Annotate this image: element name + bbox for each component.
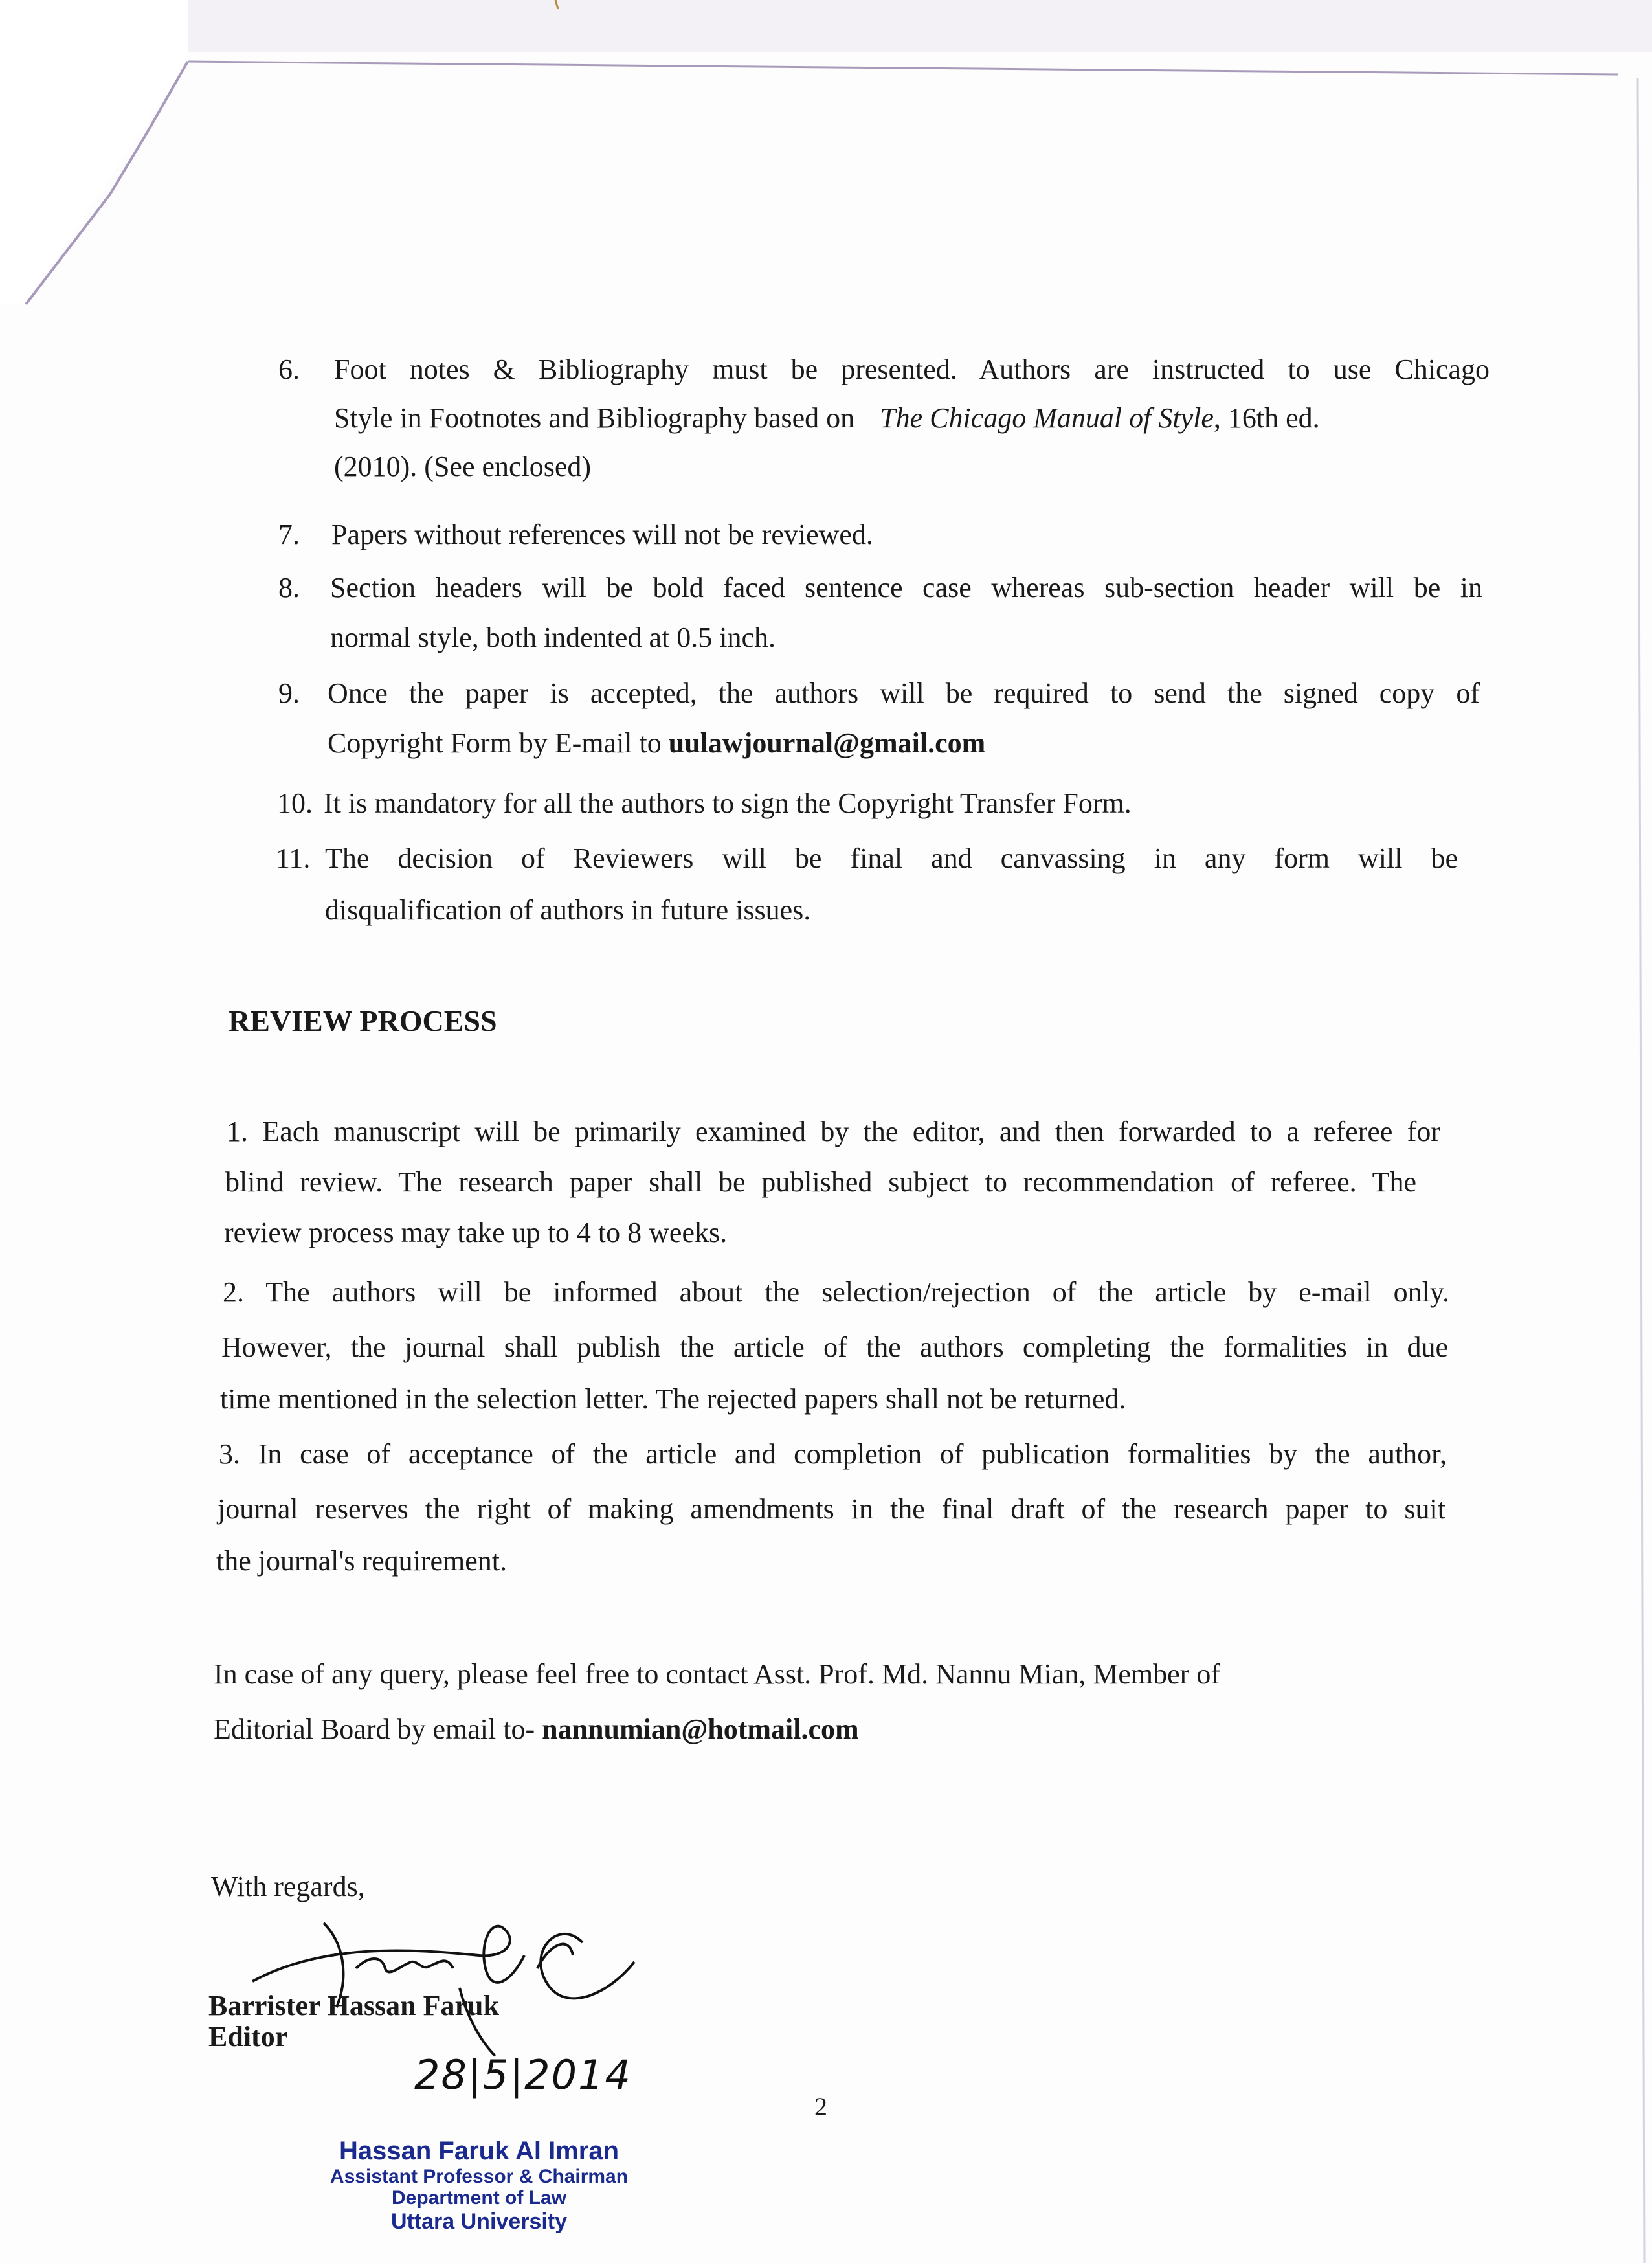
- list-item-line: Papers without references will not be reviewed.: [331, 519, 873, 550]
- list-item-line: normal style, both indented at 0.5 inch.: [330, 622, 776, 653]
- contact-text: Editorial Board by email to-: [214, 1713, 535, 1745]
- stamp-department: Department of Law: [391, 2187, 567, 2209]
- paragraph-line: review process may take up to 4 to 8 weeks.: [224, 1217, 728, 1248]
- paragraph-line: time mentioned in the selection letter. The rejected papers shall not be returned.: [220, 1383, 1126, 1415]
- list-item-number: 9.: [278, 677, 300, 709]
- list-item-number: 8.: [278, 572, 300, 603]
- list-item-number: 11.: [276, 842, 311, 874]
- list-item-line: Foot notes & Bibliography must be presented. Authors are instructed to use Chicago: [334, 354, 1490, 385]
- editor-name: Barrister Hassan Faruk: [208, 1990, 499, 2021]
- contact-line-1: In case of any query, please feel free to contact Asst. Prof. Md. Nannu Mian, Member of: [214, 1658, 1220, 1690]
- paragraph-line: However, the journal shall publish the article of the authors completing the formalities in due: [221, 1331, 1448, 1363]
- contact-line-2: [214, 1713, 859, 1746]
- list-item-line: Section headers will be bold faced sentence case whereas sub-section header will be in: [330, 572, 1482, 603]
- list-item-text: , 16th ed.: [1213, 402, 1320, 434]
- stamp-position: Assistant Professor & Chairman: [329, 2165, 629, 2187]
- review-process-heading: REVIEW PROCESS: [229, 1004, 497, 1037]
- handwritten-date: 28|5|2014: [414, 2051, 632, 2099]
- paragraph-line: 1. Each manuscript will be primarily examined by the editor, and then forwarded to a referee for: [227, 1116, 1440, 1147]
- list-item-number: 7.: [278, 519, 300, 550]
- book-title: The Chicago Manual of Style: [880, 402, 1214, 434]
- list-item-line: It is mandatory for all the authors to sign the Copyright Transfer Form.: [324, 787, 1132, 819]
- paragraph-line: 2. The authors will be informed about the selection/rejection of the article by e-mail only.: [223, 1276, 1449, 1308]
- contact-email: nannumian@hotmail.com: [542, 1713, 859, 1745]
- signature-mark: [246, 1904, 647, 2059]
- list-item-text: Style in Footnotes and Bibliography based on: [334, 402, 855, 434]
- list-item-number: 6.: [278, 354, 300, 385]
- list-item-text: Copyright Form by E-mail to: [328, 727, 662, 759]
- list-item-line: The decision of Reviewers will be final and canvassing in any form will be: [325, 842, 1458, 874]
- page-number: 2: [814, 2092, 827, 2121]
- regards-text: With regards,: [211, 1871, 365, 1902]
- list-item-number: 10.: [277, 787, 313, 819]
- list-item-line: [334, 401, 1320, 434]
- official-stamp: [311, 2137, 647, 2234]
- stamp-name: Hassan Faruk Al Imran: [339, 2137, 619, 2165]
- paragraph-line: 3. In case of acceptance of the article and completion of publication formalities by the author,: [219, 1438, 1447, 1470]
- journal-email: uulawjournal@gmail.com: [668, 727, 986, 759]
- editor-title: Editor: [208, 2021, 288, 2053]
- list-item-line: [328, 726, 985, 760]
- paragraph-line: journal reserves the right of making amendments in the final draft of the research paper to suit: [218, 1493, 1446, 1525]
- list-item-line: (2010). (See enclosed): [334, 451, 592, 482]
- stamp-university: Uttara University: [390, 2209, 568, 2234]
- paragraph-line: blind review. The research paper shall be published subject to recommendation of referee. The: [225, 1166, 1416, 1198]
- list-item-line: disqualification of authors in future issues.: [325, 894, 811, 926]
- list-item-line: Once the paper is accepted, the authors will be required to send the signed copy of: [328, 677, 1480, 709]
- paragraph-line: the journal's requirement.: [216, 1545, 508, 1577]
